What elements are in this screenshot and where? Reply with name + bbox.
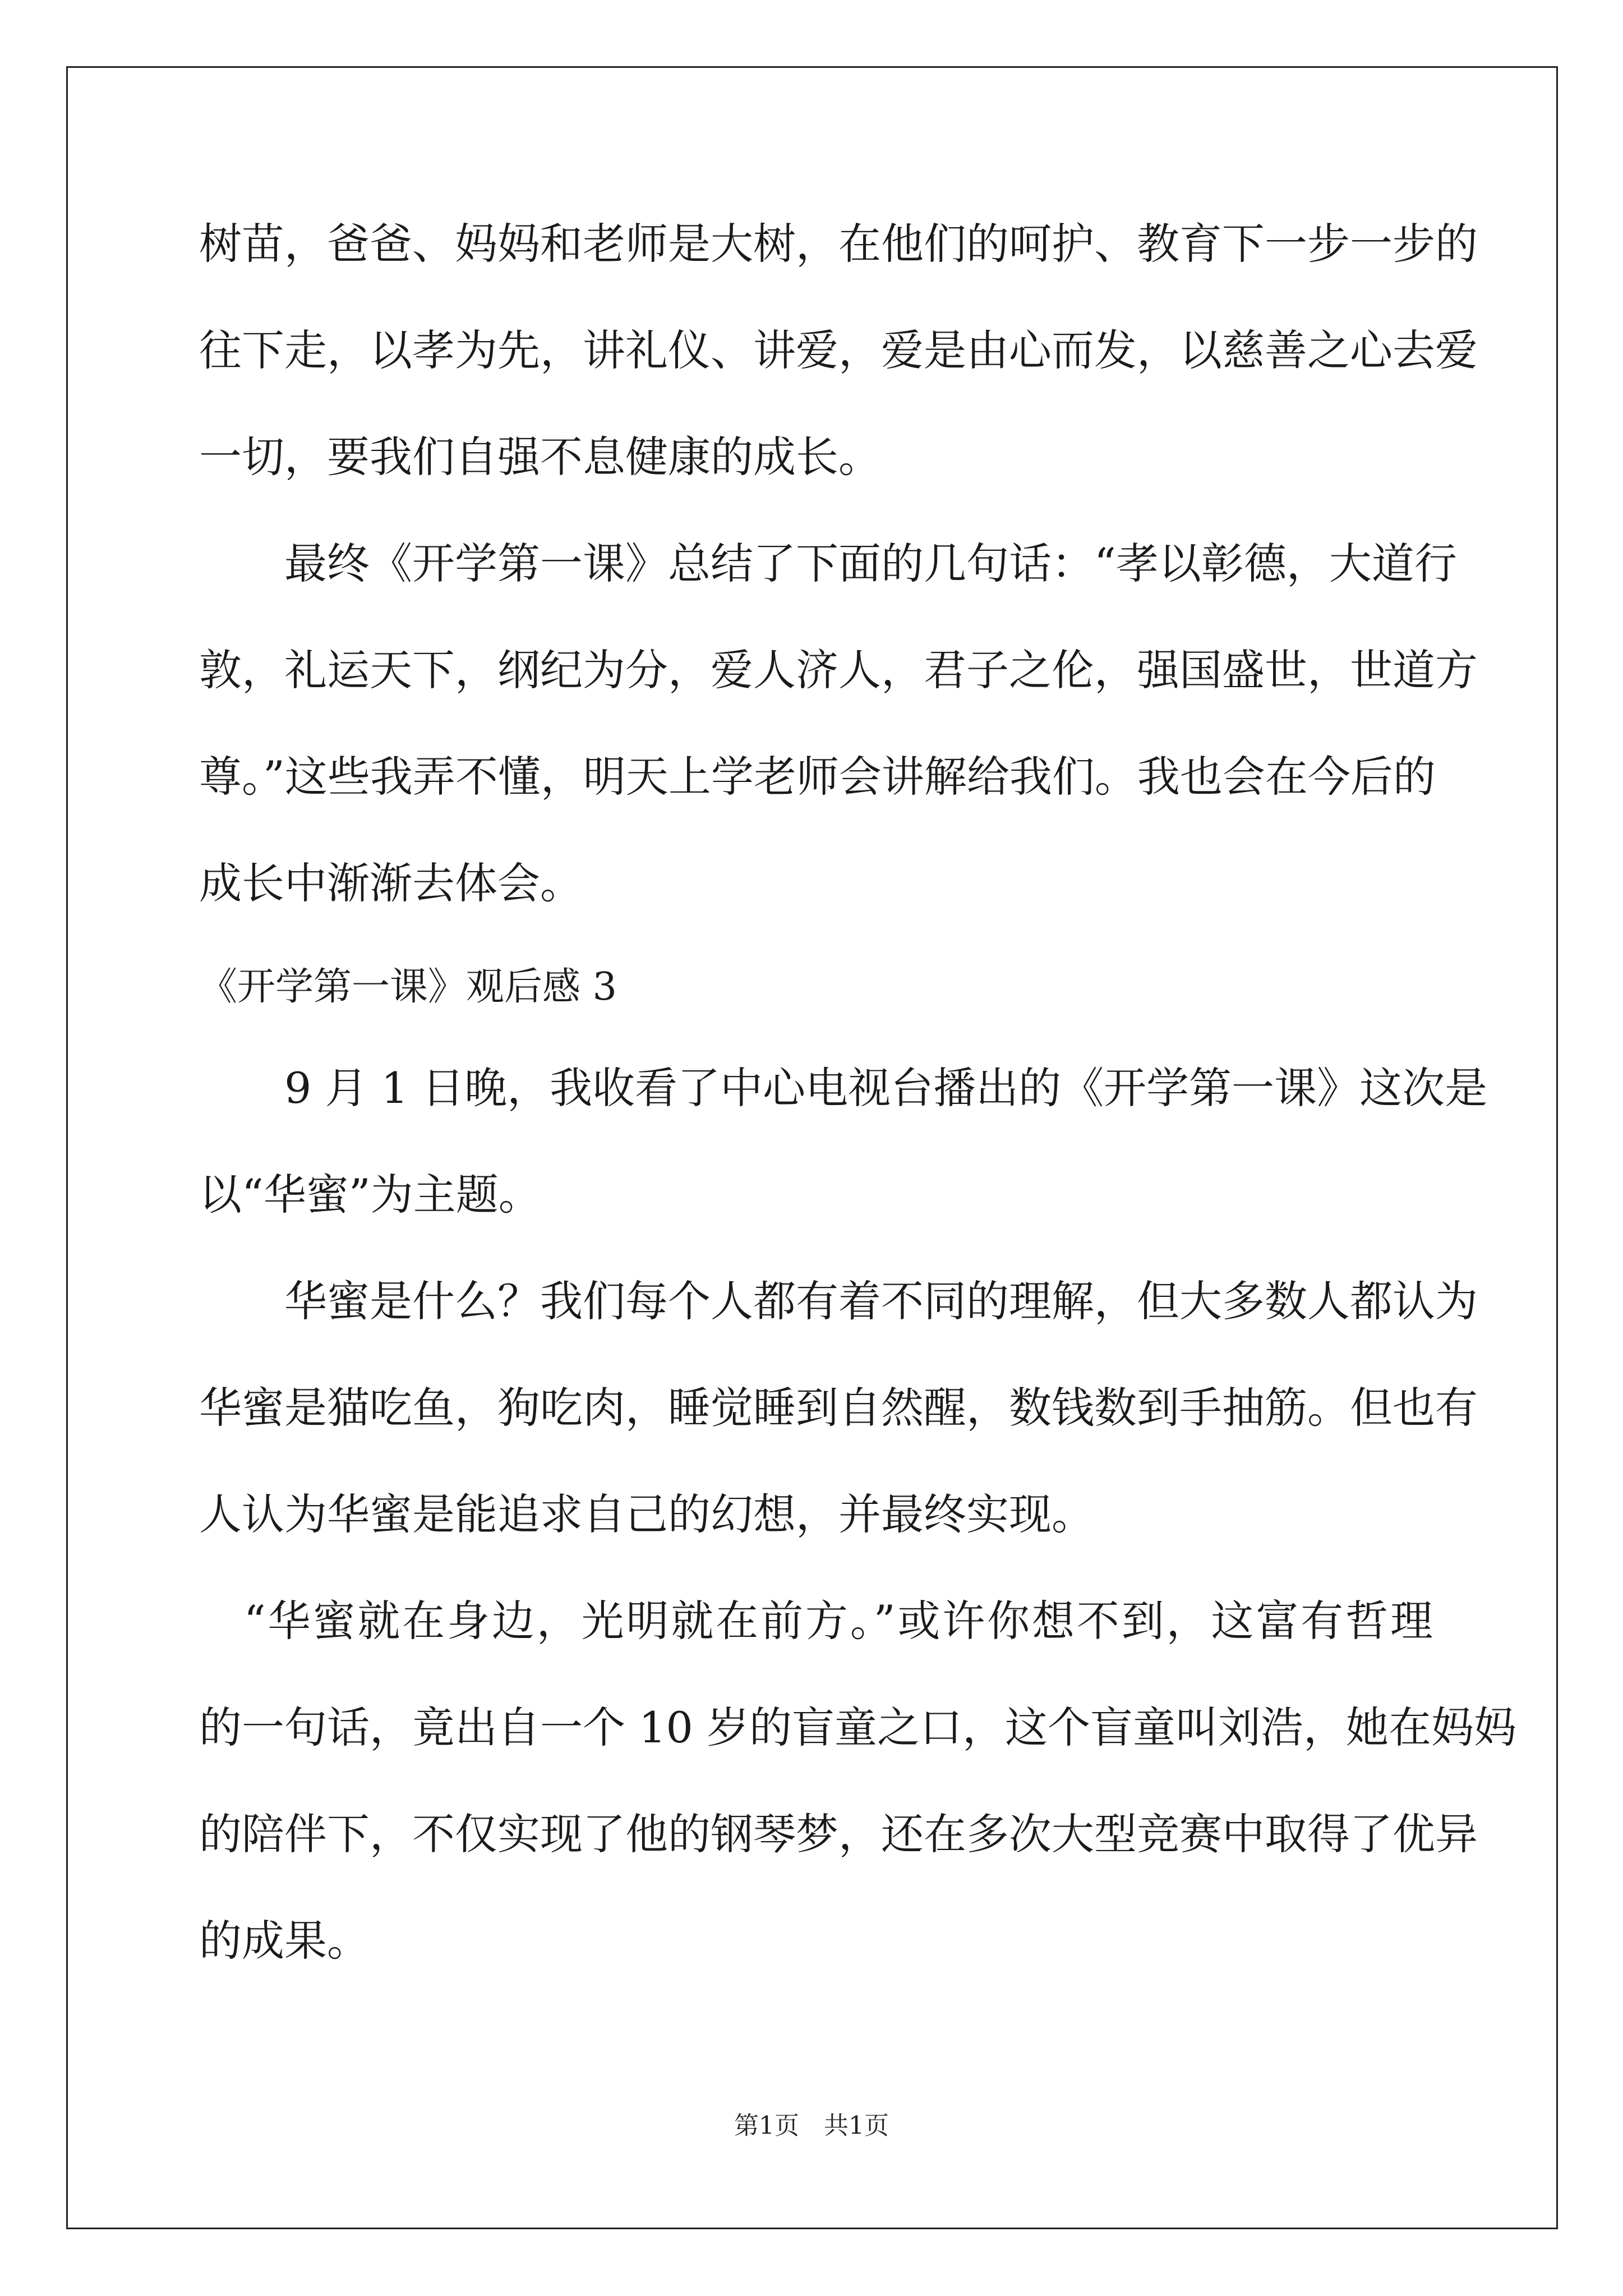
paragraph-line: 往下走，以孝为先，讲礼仪、讲爱，爱是由心而发，以慈善之心去爱 [199, 325, 1478, 375]
paragraph-line: 一切，要我们自强不息健康的成长。 [199, 432, 881, 482]
paragraph-line: 的陪伴下，不仅实现了他的钢琴梦，还在多次大型竞赛中取得了优异 [199, 1809, 1478, 1859]
paragraph-line: 以“华蜜”为主题。 [199, 1170, 541, 1220]
paragraph-line: 树苗，爸爸、妈妈和老师是大树，在他们的呵护、教育下一步一步的 [199, 219, 1478, 269]
paragraph-line: 成长中渐渐去体会。 [199, 858, 583, 908]
paragraph-line: 敦，礼运天下，纲纪为分，爱人济人，君子之伦，强国盛世，世道方 [199, 645, 1478, 695]
paragraph-line: “华蜜就在身边，光明就在前方。”或许你想不到，这富有哲理 [199, 1596, 1433, 1646]
paragraph-line: 的成果。 [199, 1916, 370, 1966]
paragraph-line: 人认为华蜜是能追求自己的幻想，并最终实现。 [199, 1489, 1094, 1539]
paragraph-line: 华蜜是什么？我们每个人都有着不同的理解，但大多数人都认为 [199, 1276, 1478, 1326]
paragraph-line: 尊。”这些我弄不懂，明天上学老师会讲解给我们。我也会在今后的 [199, 752, 1436, 802]
paragraph-line: 的一句话，竟出自一个 10 岁的盲童之口，这个盲童叫刘浩，她在妈妈 [199, 1703, 1517, 1752]
paragraph-line: 最终《开学第一课》总结了下面的几句话：“孝以彰德，大道行 [199, 539, 1457, 588]
page-number-footer: 第1页 共1页 [734, 2111, 889, 2140]
paragraph-line: 9 月 1 日晚，我收看了中心电视台播出的《开学第一课》这次是 [199, 1063, 1488, 1113]
page-border [66, 66, 1558, 2229]
paragraph-line: 华蜜是猫吃鱼，狗吃肉，睡觉睡到自然醒，数钱数到手抽筋。但也有 [199, 1383, 1478, 1433]
section-heading: 《开学第一课》观后感 3 [199, 965, 617, 1009]
